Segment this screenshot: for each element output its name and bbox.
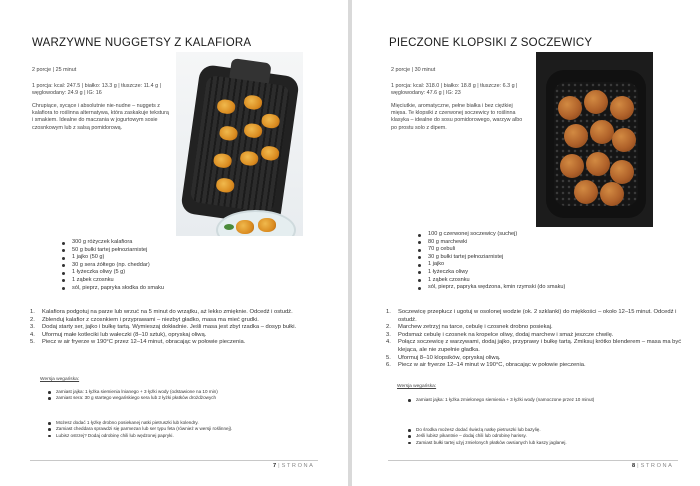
step-number: 2.	[30, 316, 35, 323]
ingredient: 80 g marchewki	[418, 239, 565, 247]
meatball	[560, 154, 584, 178]
meatball	[564, 124, 588, 148]
recipe-title: WARZYWNE NUGGETSY Z KALAFIORA	[32, 37, 252, 49]
step-number: 5.	[30, 339, 35, 346]
vegan-list	[48, 389, 328, 402]
step-text: Uformuj małe kotleciki lub wałeczki (8–10 sztuk), opryskaj oliwą.	[42, 331, 207, 338]
basket-grate	[554, 82, 638, 206]
vegan-item: zamiast jajka: 1 łyżka zmielonego siemienia + 3 łyżki wody (namoczone przez 10 minut)	[408, 397, 688, 403]
meatball	[574, 180, 598, 204]
meatball	[590, 120, 614, 144]
ingredient: 1 jajko	[418, 261, 565, 269]
step	[28, 339, 324, 347]
ingredients-list	[418, 231, 565, 292]
step	[384, 324, 684, 332]
step-text: Piecz w air fryerze w 190°C przez 12–14 minut, obracając w połowie pieczenia.	[42, 339, 246, 346]
step	[28, 324, 324, 332]
step-text: Marchew zetrzyj na tarce, cebulę i czosnek drobno posiekaj.	[398, 324, 553, 331]
description: Mięciutkie, aromatyczne, pełne białka i bez ciężkiej mięsa. Te klopsiki z czerwonej soczewicy to roślinna klasyka – idealne do sosu pomidorowego, warzyw albo po prostu solo z dipem.	[391, 103, 523, 131]
step-number: 6.	[386, 362, 391, 369]
right-page	[352, 0, 700, 486]
ingredient: 1 ząbek czosnku	[62, 277, 164, 285]
nugget	[219, 125, 239, 141]
step	[384, 339, 684, 354]
steps-list	[28, 309, 324, 347]
meatball	[586, 152, 610, 176]
ingredient: 1 łyżeczka oliwy	[418, 269, 565, 277]
page-word: STRONA	[640, 463, 674, 469]
meatball	[600, 182, 624, 206]
nugget	[236, 220, 254, 234]
step	[384, 309, 684, 324]
ingredient: 100 g czerwonej soczewicy (suchej)	[418, 231, 565, 239]
step-number: 1.	[386, 309, 391, 315]
tip-item: Do środka możesz dodać świeżą natkę pietruszki lub bazylię.	[408, 427, 688, 433]
ingredient: sól, pieprz, papryka słodka do smaku	[62, 285, 164, 293]
step-number: 5.	[386, 354, 391, 361]
step-number: 1.	[30, 309, 35, 315]
left-page	[0, 0, 348, 486]
meatball	[558, 96, 582, 120]
nutrition: 1 porcja: kcal: 247.5 | białko: 13.3 g | tłuszcze: 11.4 g | węglowodany: 24.9 g | IG: 16	[32, 83, 162, 97]
step-text: Piecz w air fryerze 12–14 minut w 190°C, obracając w połowie pieczenia.	[398, 362, 586, 369]
step-text: Dodaj starty ser, jajko i bułkę tartą. Wymieszaj dokładnie. Jeśli masa jest zbyt rzadka – dosyp bułki.	[42, 324, 297, 331]
page-footer	[273, 463, 315, 469]
meatball	[612, 128, 636, 152]
page-number: 8	[632, 463, 636, 469]
servings: 2 porcje | 30 minut	[391, 67, 436, 73]
herb-leaf	[224, 224, 234, 230]
recipe-photo	[176, 52, 303, 236]
ingredient: 30 g sera żółtego (np. cheddar)	[62, 262, 164, 270]
steps-list	[384, 309, 684, 370]
step-text: Podsmaż cebulę i czosnek na kropelce oliwy, dodaj marchew i smaż jeszcze chwilę.	[398, 331, 614, 338]
meatball	[584, 90, 608, 114]
footer-rule	[388, 460, 678, 461]
step	[384, 332, 684, 340]
vegan-label: Wersja wegańska:	[40, 377, 80, 382]
step	[28, 332, 324, 340]
nugget	[239, 150, 259, 166]
step-number: 3.	[386, 331, 391, 338]
nugget	[215, 177, 235, 193]
step-text: Soczewicę przepłucz i ugotuj w osolonej wodzie (ok. 2 szklanki) do miękkości – około 12–15 minut. Odcedź i ostudź.	[398, 309, 677, 323]
vegan-item: zamiast sera: 30 g startego wegańskiego sera lub 2 łyżki płatków drożdżowych	[48, 395, 328, 401]
ingredient: sól, pieprz, papryka wędzona, kmin rzymski (do smaku)	[418, 284, 565, 292]
meatball	[610, 160, 634, 184]
step	[28, 309, 324, 317]
tips-list	[408, 427, 688, 446]
nutrition: 1 porcja: kcal: 318.0 | białko: 18.8 g | tłuszcze: 6.3 g | węglowodany: 47.6 g | IG: 23	[391, 83, 518, 97]
step-number: 4.	[30, 331, 35, 338]
footer-rule	[30, 460, 318, 461]
nugget	[243, 123, 263, 139]
page-separator: |	[637, 463, 639, 469]
nugget	[261, 113, 281, 129]
tip-item: Zamiast bułki tartej użyj zmielonych płatków owsianych lub kaszy jaglanej.	[408, 440, 688, 446]
tip-item: Jeśli lubisz pikantnie – dodaj chili lub odrobinę harissy.	[408, 433, 688, 439]
description: Chrupiące, sycące i absolutnie nie-nudne – nuggets z kalafiora to roślinna alternatywa, która zaskakuje teksturą i smakiem. Idealne do maczania w jogurtowym sosie czosnkowym lub z salsą pomidorową.	[32, 103, 169, 131]
ingredient: 30 g bułki tartej pełnoziarnistej	[418, 254, 565, 262]
step-text: Połącz soczewicę z warzywami, dodaj jajko, przyprawy i bułkę tartą. Zmiksuj krótko blenderem – masa ma być klejąca, ale nie zupełnie gładka.	[398, 339, 682, 353]
tips-list	[48, 420, 328, 439]
vegan-item: zamiast jajka: 1 łyżka siemienia lnianego + 3 łyżki wody (odstawione na 10 min)	[48, 389, 328, 395]
step	[384, 362, 684, 370]
nugget	[260, 145, 280, 161]
ingredient: 1 jajko (50 g)	[62, 254, 164, 262]
page-number: 7	[273, 463, 277, 469]
nugget	[213, 153, 233, 169]
page-word: STRONA	[281, 463, 315, 469]
recipe-title: PIECZONE KLOPSIKI Z SOCZEWICY	[389, 37, 593, 49]
step-number: 3.	[30, 324, 35, 331]
step-text: Zblenduj kalafior z czosnkiem i przyprawami – niezbyt gładko, masa ma mieć grudki.	[42, 316, 259, 323]
nugget	[216, 99, 236, 115]
ingredient: 1 łyżeczka oliwy (5 g)	[62, 269, 164, 277]
ingredient: 1 ząbek czosnku	[418, 277, 565, 285]
nugget	[258, 218, 276, 232]
tip-item: Lubisz ostrzej? Dodaj odrobinę chili lub wędzonej papryki.	[48, 433, 328, 439]
ingredient: 70 g cebuli	[418, 246, 565, 254]
basket-grate	[190, 75, 291, 213]
air-fryer-basket	[546, 70, 646, 218]
step-number: 2.	[386, 324, 391, 331]
meatball	[610, 96, 634, 120]
step-text: Uformuj 8–10 klopsików, opryskaj oliwą.	[398, 354, 501, 361]
nugget	[243, 94, 263, 110]
ingredients-list	[62, 239, 164, 292]
step-number: 4.	[386, 339, 391, 346]
step	[384, 355, 684, 363]
ingredient: 300 g różyczek kalafiora	[62, 239, 164, 247]
recipe-photo	[536, 52, 653, 227]
step-text: Kalafiora podgotuj na parze lub wrzuć na 5 minut do wrzątku, aż lekko zmięknie. Odcedź i ostudź.	[42, 309, 293, 315]
vegan-list	[408, 397, 688, 403]
air-fryer-basket	[180, 64, 300, 226]
page-footer	[632, 463, 674, 469]
ingredient: 50 g bułki tartej pełnoziarnistej	[62, 247, 164, 255]
step	[28, 317, 324, 325]
page-separator: |	[278, 463, 280, 469]
servings: 2 porcje | 25 minut	[32, 67, 77, 73]
tip-item: Zamiast cheddara sprawdzi się parmezan lub ser typu feta (również w wersji roślinnej).	[48, 426, 328, 432]
tip-item: Możesz dodać 1 łyżkę drobno posiekanej natki pietruszki lub kolendry.	[48, 420, 328, 426]
vegan-label: Wersja wegańska:	[397, 384, 437, 389]
